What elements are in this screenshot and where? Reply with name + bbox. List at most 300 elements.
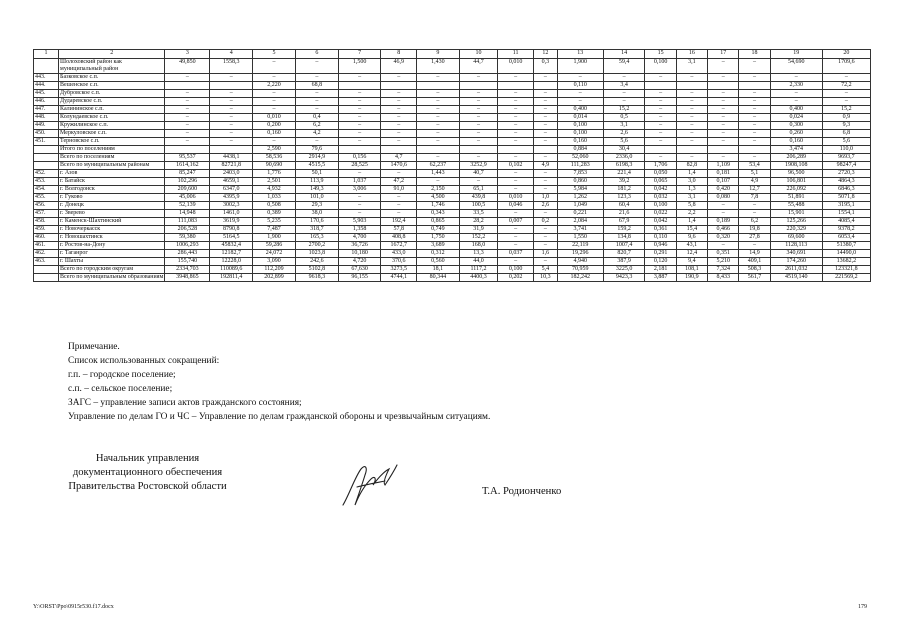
value-cell: [739, 146, 770, 154]
value-cell: 3619,9: [210, 218, 253, 226]
value-cell: 221,4: [603, 170, 645, 178]
value-cell: 1128,113: [770, 242, 822, 250]
value-cell: 2914,9: [295, 154, 338, 162]
row-number-cell: [34, 266, 59, 274]
value-cell: –: [165, 74, 210, 82]
column-number-cell: 4: [210, 50, 253, 59]
value-cell: –: [676, 130, 707, 138]
value-cell: –: [533, 98, 557, 106]
value-cell: 4,9: [739, 178, 770, 186]
value-cell: –: [498, 226, 533, 234]
value-cell: [676, 146, 707, 154]
value-cell: 85,247: [165, 170, 210, 178]
value-cell: 820,7: [603, 250, 645, 258]
value-cell: 0,5: [603, 114, 645, 122]
value-cell: –: [498, 130, 533, 138]
value-cell: 0,010: [498, 194, 533, 202]
value-cell: 1,900: [557, 59, 603, 74]
column-number-cell: 5: [253, 50, 296, 59]
row-number-cell: 455.: [34, 194, 59, 202]
value-cell: 5,903: [338, 218, 381, 226]
value-cell: –: [498, 74, 533, 82]
value-cell: 1,4: [676, 218, 707, 226]
value-cell: 409,1: [739, 258, 770, 266]
value-cell: 59,380: [165, 234, 210, 242]
value-cell: –: [645, 122, 676, 130]
value-cell: 57,8: [381, 226, 416, 234]
value-cell: 159,2: [603, 226, 645, 234]
value-cell: 0,022: [645, 210, 676, 218]
value-cell: –: [253, 90, 296, 98]
territory-name-cell: Всего по муниципальным районам: [59, 162, 165, 170]
row-number-cell: 452.: [34, 170, 59, 178]
value-cell: 82,8: [676, 162, 707, 170]
table-row: [34, 122, 871, 130]
territory-name-cell: Терновское с.п.: [59, 138, 165, 146]
footer-file-path: Y:\ORST\Ppo\0915r530.f17.docx: [33, 604, 114, 610]
value-cell: 1,550: [557, 234, 603, 242]
value-cell: –: [645, 98, 676, 106]
notes-block: [68, 340, 490, 424]
value-cell: 4519,140: [770, 274, 822, 282]
column-number-cell: 16: [676, 50, 707, 59]
table-row: [34, 210, 871, 218]
abbreviation-item: ЗАГС – управление записи актов гражданского состояния;: [68, 398, 302, 408]
value-cell: –: [295, 74, 338, 82]
territory-name-cell: Колундаевское с.п.: [59, 114, 165, 122]
value-cell: 110089,6: [210, 266, 253, 274]
territory-name-cell: г. Зверево: [59, 210, 165, 218]
territory-name-cell: г. Новошахтинск: [59, 234, 165, 242]
value-cell: 9,6: [676, 234, 707, 242]
value-cell: 168,0: [459, 242, 498, 250]
value-cell: 2611,032: [770, 266, 822, 274]
value-cell: 5,6: [603, 138, 645, 146]
value-cell: 0,865: [416, 218, 459, 226]
table-row: [34, 178, 871, 186]
table-row: [34, 130, 871, 138]
value-cell: –: [381, 194, 416, 202]
value-cell: –: [533, 234, 557, 242]
territory-name-cell: Всего по городским округам: [59, 266, 165, 274]
value-cell: 4438,1: [210, 154, 253, 162]
value-cell: 3252,9: [459, 162, 498, 170]
signatory-title-line: Правительства Ростовской области: [68, 481, 227, 492]
row-number-cell: 445.: [34, 90, 59, 98]
value-cell: [708, 146, 739, 154]
value-cell: –: [557, 74, 603, 82]
value-cell: 0,037: [498, 250, 533, 258]
value-cell: –: [533, 122, 557, 130]
value-cell: –: [557, 98, 603, 106]
value-cell: –: [165, 114, 210, 122]
value-cell: –: [533, 170, 557, 178]
value-cell: –: [676, 114, 707, 122]
value-cell: 110,0: [822, 146, 870, 154]
value-cell: 36,726: [338, 242, 381, 250]
value-cell: 9423,3: [603, 274, 645, 282]
value-cell: 52,060: [557, 154, 603, 162]
value-cell: 1,109: [708, 162, 739, 170]
value-cell: –: [165, 130, 210, 138]
value-cell: 6198,3: [603, 162, 645, 170]
value-cell: 508,3: [739, 266, 770, 274]
column-number-cell: 17: [708, 50, 739, 59]
value-cell: –: [381, 202, 416, 210]
value-cell: 44,7: [459, 59, 498, 74]
value-cell: –: [708, 138, 739, 146]
value-cell: –: [498, 234, 533, 242]
value-cell: [338, 146, 381, 154]
value-cell: 561,7: [739, 274, 770, 282]
territory-name-cell: г. Новочеркасск: [59, 226, 165, 234]
value-cell: –: [416, 130, 459, 138]
value-cell: –: [770, 74, 822, 82]
value-cell: –: [165, 106, 210, 114]
value-cell: 0,4: [295, 114, 338, 122]
value-cell: 5,8: [676, 202, 707, 210]
value-cell: 7,8: [739, 194, 770, 202]
value-cell: 98247,4: [822, 162, 870, 170]
row-number-cell: 447.: [34, 106, 59, 114]
territory-name-cell: г. Азов: [59, 170, 165, 178]
value-cell: –: [416, 114, 459, 122]
value-cell: 387,9: [603, 258, 645, 266]
value-cell: 1554,1: [822, 210, 870, 218]
value-cell: 408,8: [381, 234, 416, 242]
value-cell: –: [295, 98, 338, 106]
value-cell: 31,9: [459, 226, 498, 234]
value-cell: –: [210, 138, 253, 146]
value-cell: –: [822, 74, 870, 82]
value-cell: 0,042: [645, 218, 676, 226]
value-cell: 96,155: [338, 274, 381, 282]
value-cell: 4085,4: [822, 218, 870, 226]
value-cell: [381, 146, 416, 154]
value-cell: –: [338, 138, 381, 146]
value-cell: –: [498, 170, 533, 178]
territory-name-cell: Вешенское с.п.: [59, 82, 165, 90]
value-cell: 4659,1: [210, 178, 253, 186]
value-cell: 4864,3: [822, 178, 870, 186]
value-cell: 9,3: [822, 122, 870, 130]
value-cell: –: [739, 130, 770, 138]
column-number-cell: 13: [557, 50, 603, 59]
value-cell: 72,2: [822, 82, 870, 90]
value-cell: 29,3: [295, 202, 338, 210]
value-cell: –: [253, 98, 296, 106]
value-cell: –: [416, 90, 459, 98]
value-cell: 44,0: [459, 258, 498, 266]
value-cell: 91,0: [381, 186, 416, 194]
value-cell: 28,525: [338, 162, 381, 170]
value-cell: 9,4: [676, 258, 707, 266]
row-number-cell: 444.: [34, 82, 59, 90]
row-number-cell: 451.: [34, 138, 59, 146]
value-cell: 1,0: [533, 194, 557, 202]
value-cell: 4395,9: [210, 194, 253, 202]
value-cell: –: [295, 59, 338, 74]
signatory-title-line: документационного обеспечения: [72, 467, 223, 478]
value-cell: 0,181: [708, 170, 739, 178]
value-cell: 1,776: [253, 170, 296, 178]
value-cell: 0,160: [253, 130, 296, 138]
value-cell: 39,2: [603, 178, 645, 186]
table-row: [34, 146, 871, 154]
value-cell: –: [416, 138, 459, 146]
value-cell: –: [533, 178, 557, 186]
value-cell: 13,3: [459, 250, 498, 258]
value-cell: –: [338, 130, 381, 138]
value-cell: 4,932: [253, 186, 296, 194]
value-cell: 1470,6: [381, 162, 416, 170]
value-cell: 1006,293: [165, 242, 210, 250]
value-cell: 30,4: [603, 146, 645, 154]
value-cell: –: [498, 178, 533, 186]
value-cell: 1,746: [416, 202, 459, 210]
value-cell: 0,389: [253, 210, 296, 218]
value-cell: 0,749: [416, 226, 459, 234]
value-cell: –: [381, 74, 416, 82]
table-row: [34, 162, 871, 170]
value-cell: –: [533, 106, 557, 114]
value-cell: 190,9: [676, 274, 707, 282]
value-cell: –: [253, 59, 296, 74]
value-cell: 0,2: [533, 218, 557, 226]
value-cell: 4,700: [338, 234, 381, 242]
value-cell: 1,443: [416, 170, 459, 178]
value-cell: –: [739, 210, 770, 218]
value-cell: 9618,3: [295, 274, 338, 282]
value-cell: 12182,7: [210, 250, 253, 258]
value-cell: 2403,0: [210, 170, 253, 178]
value-cell: 51380,7: [822, 242, 870, 250]
value-cell: 49,850: [165, 59, 210, 74]
value-cell: 2,501: [253, 178, 296, 186]
value-cell: –: [381, 138, 416, 146]
value-cell: 80,344: [416, 274, 459, 282]
value-cell: 90,690: [253, 162, 296, 170]
value-cell: 9378,2: [822, 226, 870, 234]
value-cell: –: [498, 106, 533, 114]
row-number-cell: 443.: [34, 74, 59, 82]
value-cell: 318,7: [295, 226, 338, 234]
value-cell: –: [416, 154, 459, 162]
value-cell: 1007,4: [603, 242, 645, 250]
value-cell: –: [416, 106, 459, 114]
value-cell: [416, 146, 459, 154]
territory-name-cell: Кружилинское с.п.: [59, 122, 165, 130]
value-cell: –: [533, 186, 557, 194]
value-cell: 6347,0: [210, 186, 253, 194]
value-cell: –: [338, 122, 381, 130]
value-cell: 69,600: [770, 234, 822, 242]
value-cell: –: [533, 226, 557, 234]
value-cell: 3002,3: [210, 202, 253, 210]
value-cell: –: [498, 242, 533, 250]
value-cell: 54,690: [770, 59, 822, 74]
value-cell: 68,8: [295, 82, 338, 90]
territory-name-cell: Дударевское с.п.: [59, 98, 165, 106]
value-cell: –: [533, 154, 557, 162]
value-cell: –: [338, 210, 381, 218]
value-cell: 0,160: [557, 138, 603, 146]
value-cell: –: [645, 130, 676, 138]
value-cell: 3,006: [338, 186, 381, 194]
value-cell: –: [676, 106, 707, 114]
column-number-cell: 3: [165, 50, 210, 59]
value-cell: –: [295, 90, 338, 98]
value-cell: 182,242: [557, 274, 603, 282]
value-cell: 0,100: [557, 130, 603, 138]
value-cell: 0,042: [645, 186, 676, 194]
value-cell: 0,189: [708, 218, 739, 226]
value-cell: –: [416, 74, 459, 82]
abbreviations-title: Список использованных сокращений:: [68, 356, 220, 366]
value-cell: 58,536: [253, 154, 296, 162]
page-number: 179: [858, 604, 867, 610]
value-cell: 2,6: [533, 202, 557, 210]
territory-name-cell: г. Батайск: [59, 178, 165, 186]
notes-title: Примечание.: [68, 342, 120, 352]
value-cell: 155,740: [165, 258, 210, 266]
value-cell: 221569,2: [822, 274, 870, 282]
territory-name-cell: г. Ростов-на-Дону: [59, 242, 165, 250]
value-cell: 5,6: [822, 138, 870, 146]
value-cell: 12228,0: [210, 258, 253, 266]
value-cell: [338, 82, 381, 90]
column-number-cell: 14: [603, 50, 645, 59]
value-cell: 13682,2: [822, 258, 870, 266]
table-row: [34, 242, 871, 250]
value-cell: 113,9: [295, 178, 338, 186]
value-cell: –: [338, 106, 381, 114]
column-number-cell: 19: [770, 50, 822, 59]
column-number-cell: 9: [416, 50, 459, 59]
value-cell: 1672,7: [381, 242, 416, 250]
value-cell: 3,689: [416, 242, 459, 250]
value-cell: [459, 82, 498, 90]
column-number-cell: 11: [498, 50, 533, 59]
value-cell: –: [533, 114, 557, 122]
value-cell: 5102,8: [295, 266, 338, 274]
value-cell: 0,156: [338, 154, 381, 162]
value-cell: 2700,2: [295, 242, 338, 250]
value-cell: –: [381, 130, 416, 138]
value-cell: –: [459, 114, 498, 122]
value-cell: –: [822, 90, 870, 98]
value-cell: 439,8: [459, 194, 498, 202]
row-number-cell: 453.: [34, 178, 59, 186]
value-cell: –: [253, 74, 296, 82]
value-cell: –: [165, 122, 210, 130]
value-cell: –: [708, 130, 739, 138]
abbreviation-item: Управление по делам ГО и ЧС – Управление по делам гражданской обороны и чрезвычайным ситуациям.: [68, 412, 491, 422]
value-cell: –: [295, 138, 338, 146]
value-cell: [210, 82, 253, 90]
value-cell: 125,266: [770, 218, 822, 226]
value-cell: 0,400: [557, 106, 603, 114]
value-cell: [498, 146, 533, 154]
value-cell: 50,1: [295, 170, 338, 178]
value-cell: 0,343: [416, 210, 459, 218]
value-cell: 1,430: [416, 59, 459, 74]
value-cell: 2,6: [603, 130, 645, 138]
row-number-cell: 450.: [34, 130, 59, 138]
value-cell: –: [498, 122, 533, 130]
value-cell: 2,181: [645, 266, 676, 274]
value-cell: 0,202: [498, 274, 533, 282]
value-cell: 1461,0: [210, 210, 253, 218]
value-cell: –: [381, 210, 416, 218]
value-cell: 152,2: [459, 234, 498, 242]
value-cell: 0,200: [253, 122, 296, 130]
value-cell: 15,901: [770, 210, 822, 218]
table-row: [34, 59, 871, 74]
value-cell: 7,324: [708, 266, 739, 274]
value-cell: 3,4: [603, 82, 645, 90]
value-cell: –: [210, 74, 253, 82]
value-cell: 370,6: [381, 258, 416, 266]
value-cell: –: [498, 90, 533, 98]
value-cell: 33,5: [459, 210, 498, 218]
value-cell: –: [739, 242, 770, 250]
value-cell: 0,065: [645, 178, 676, 186]
value-cell: 0,100: [557, 122, 603, 130]
value-cell: 3,0: [676, 178, 707, 186]
territory-name-cell: Меркуловское с.п.: [59, 130, 165, 138]
value-cell: [165, 82, 210, 90]
value-cell: [708, 82, 739, 90]
statistics-table: [33, 49, 871, 282]
table-row: [34, 82, 871, 90]
value-cell: –: [708, 114, 739, 122]
row-number-cell: [34, 154, 59, 162]
value-cell: –: [739, 98, 770, 106]
value-cell: –: [338, 114, 381, 122]
value-cell: 40,7: [459, 170, 498, 178]
value-cell: 2336,0: [603, 154, 645, 162]
value-cell: –: [676, 90, 707, 98]
value-cell: –: [381, 114, 416, 122]
value-cell: –: [739, 122, 770, 130]
value-cell: 0,107: [708, 178, 739, 186]
value-cell: 1,049: [557, 202, 603, 210]
value-cell: –: [676, 122, 707, 130]
territory-name-cell: Итого по поселениям: [59, 146, 165, 154]
column-number-cell: 2: [59, 50, 165, 59]
value-cell: 5,210: [708, 258, 739, 266]
value-cell: –: [533, 258, 557, 266]
value-cell: –: [459, 90, 498, 98]
value-cell: –: [338, 74, 381, 82]
value-cell: 4744,1: [381, 274, 416, 282]
value-cell: 3,741: [557, 226, 603, 234]
value-cell: –: [739, 138, 770, 146]
value-cell: 59,4: [603, 59, 645, 74]
value-cell: 2,150: [416, 186, 459, 194]
row-number-cell: 446.: [34, 98, 59, 106]
value-cell: 2,220: [253, 82, 296, 90]
row-number-cell: 458.: [34, 218, 59, 226]
value-cell: 106,801: [770, 178, 822, 186]
territory-name-cell: Калининское с.п.: [59, 106, 165, 114]
value-cell: 242,6: [295, 258, 338, 266]
value-cell: [645, 82, 676, 90]
abbreviation-item: г.п. – городское поселение;: [68, 370, 176, 380]
value-cell: 4,7: [381, 154, 416, 162]
value-cell: 101,0: [295, 194, 338, 202]
